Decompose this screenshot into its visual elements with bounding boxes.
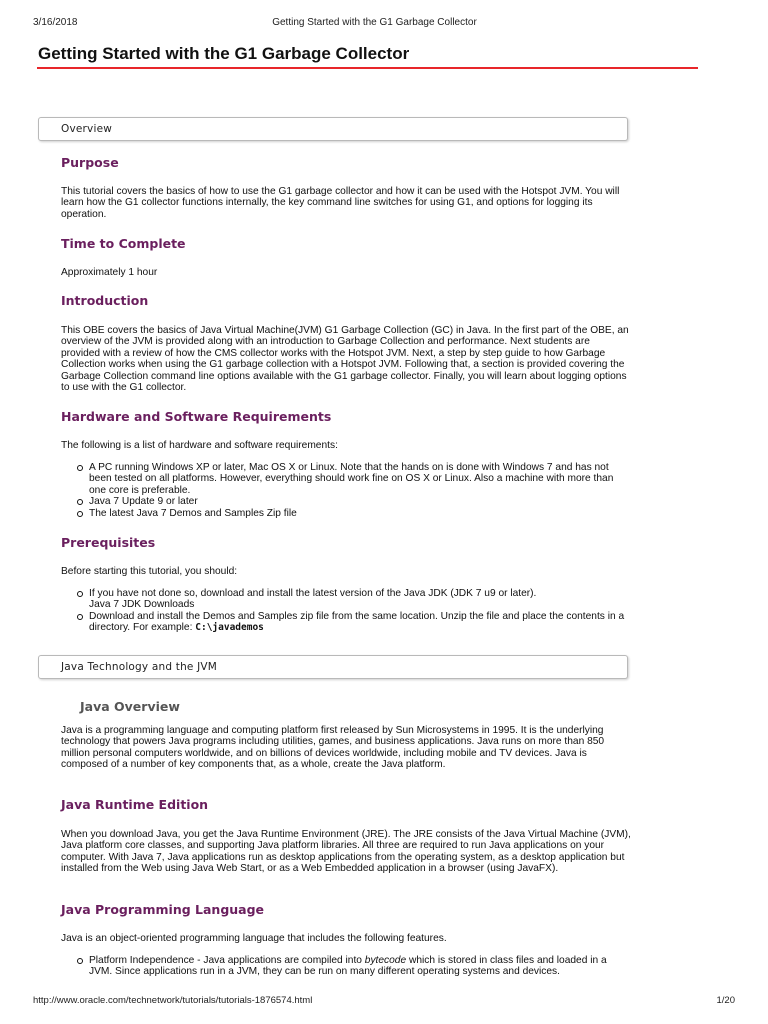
lang-item1-post: which is stored in class files and loaded in a JVM. Since applications run in a JVM, they can be run on many different operating systems and devices. (89, 955, 607, 978)
prereq-item1-line1: If you have not done so, download and install the latest version of the Java JDK (JDK 7 u9 or later). (89, 588, 537, 599)
print-date: 3/16/2018 (33, 17, 78, 28)
print-header (33, 17, 716, 31)
intro-text: This OBE covers the basics of Java Virtual Machine(JVM) G1 Garbage Collection (GC) in Java. In the first part of the OBE, an overview of the JVM is provided along with an introduction to Garbage Collection and performance. Next students are provided with a review of how the CMS collector works with the Hotspot JVM. Next, a step by step guide to how Garbage Collection works when using the G1 garbage collection with a Hotspot JVM. Following that, a section is provided covering the Garbage Collection command line options available with the G1 garbage collector. Finally, you will learn about logging options to use with the G1 collector. (61, 325, 629, 394)
purpose-heading: Purpose (61, 155, 119, 170)
list-item (61, 588, 631, 611)
intro-heading: Introduction (61, 293, 149, 308)
lang-list (61, 955, 631, 978)
hw-heading: Hardware and Software Requirements (61, 409, 332, 424)
section-bar-label: Overview (61, 123, 113, 135)
section-bar-label: Java Technology and the JVM (61, 661, 218, 673)
lang-item1-pre: Platform Independence - Java applications are compiled into (89, 955, 365, 966)
lang-heading: Java Programming Language (61, 902, 265, 917)
hw-text: The following is a list of hardware and software requirements: (61, 440, 338, 451)
code-path: C:\javademos (195, 622, 264, 634)
time-text: Approximately 1 hour (61, 267, 158, 278)
list-item: The latest Java 7 Demos and Samples Zip file (61, 508, 631, 519)
prereq-heading: Prerequisites (61, 535, 156, 550)
hw-list (61, 462, 631, 519)
prereq-list (61, 588, 631, 634)
jdk-downloads-link[interactable]: Java 7 JDK Downloads (89, 599, 195, 611)
bytecode-term: bytecode (364, 955, 407, 966)
section-bar-java-technology[interactable] (38, 655, 628, 679)
section-bar-overview[interactable] (38, 117, 628, 141)
java-overview-text: Java is a programming language and computing platform first released by Sun Microsystems in 1995. It is the underlying technology that powers Java programs including utilities, games, and business applications. Java runs on more than 850 million personal computers worldwide, and on billions of devices worldwide, including mobile and TV devices. Java is composed of a number of key components that, as a whole, create the Java platform. (61, 725, 605, 771)
prereq-text: Before starting this tutorial, you should: (61, 566, 238, 577)
list-item: Java 7 Update 9 or later (61, 496, 631, 507)
print-title: Getting Started with the G1 Garbage Collector (272, 17, 477, 28)
list-item (61, 955, 631, 978)
page-number: 1/20 (716, 995, 735, 1006)
list-item (61, 611, 631, 634)
jre-text: When you download Java, you get the Java Runtime Environment (JRE). The JRE consists of the Java Virtual Machine (JVM), Java platform core classes, and supporting Java platform libraries. All three are required to run Java applications on your computer. With Java 7, Java applications run as desktop applications from the operating system, as a desktop application but installed from the Web using Java Web Start, or as a Web Embedded application in a browser (using JavaFX). (61, 829, 631, 875)
list-item: A PC running Windows XP or later, Mac OS X or Linux. Note that the hands on is done with Windows 7 and has not been tested on all platforms. However, everything should work fine on OS X or Linux. Also a machine with more than one core is preferable. (61, 462, 631, 496)
print-footer (33, 995, 735, 1009)
page-title: Getting Started with the G1 Garbage Collector (38, 44, 410, 63)
java-overview-heading: Java Overview (80, 699, 180, 714)
time-heading: Time to Complete (61, 236, 186, 251)
title-divider (37, 67, 698, 69)
jre-heading: Java Runtime Edition (61, 797, 209, 812)
print-url: http://www.oracle.com/technetwork/tutorials/tutorials-1876574.html (33, 995, 313, 1006)
lang-text: Java is an object-oriented programming language that includes the following features. (61, 933, 447, 944)
prereq-item2-text: Download and install the Demos and Samples zip file from the same location. Unzip the file and place the contents in a directory. For example: (89, 610, 625, 634)
purpose-text: This tutorial covers the basics of how to use the G1 garbage collector and how it can be used with the Hotspot JVM. You will learn how the G1 collector functions internally, the key command line switches for using G1, and options for logging its operation. (61, 186, 620, 220)
